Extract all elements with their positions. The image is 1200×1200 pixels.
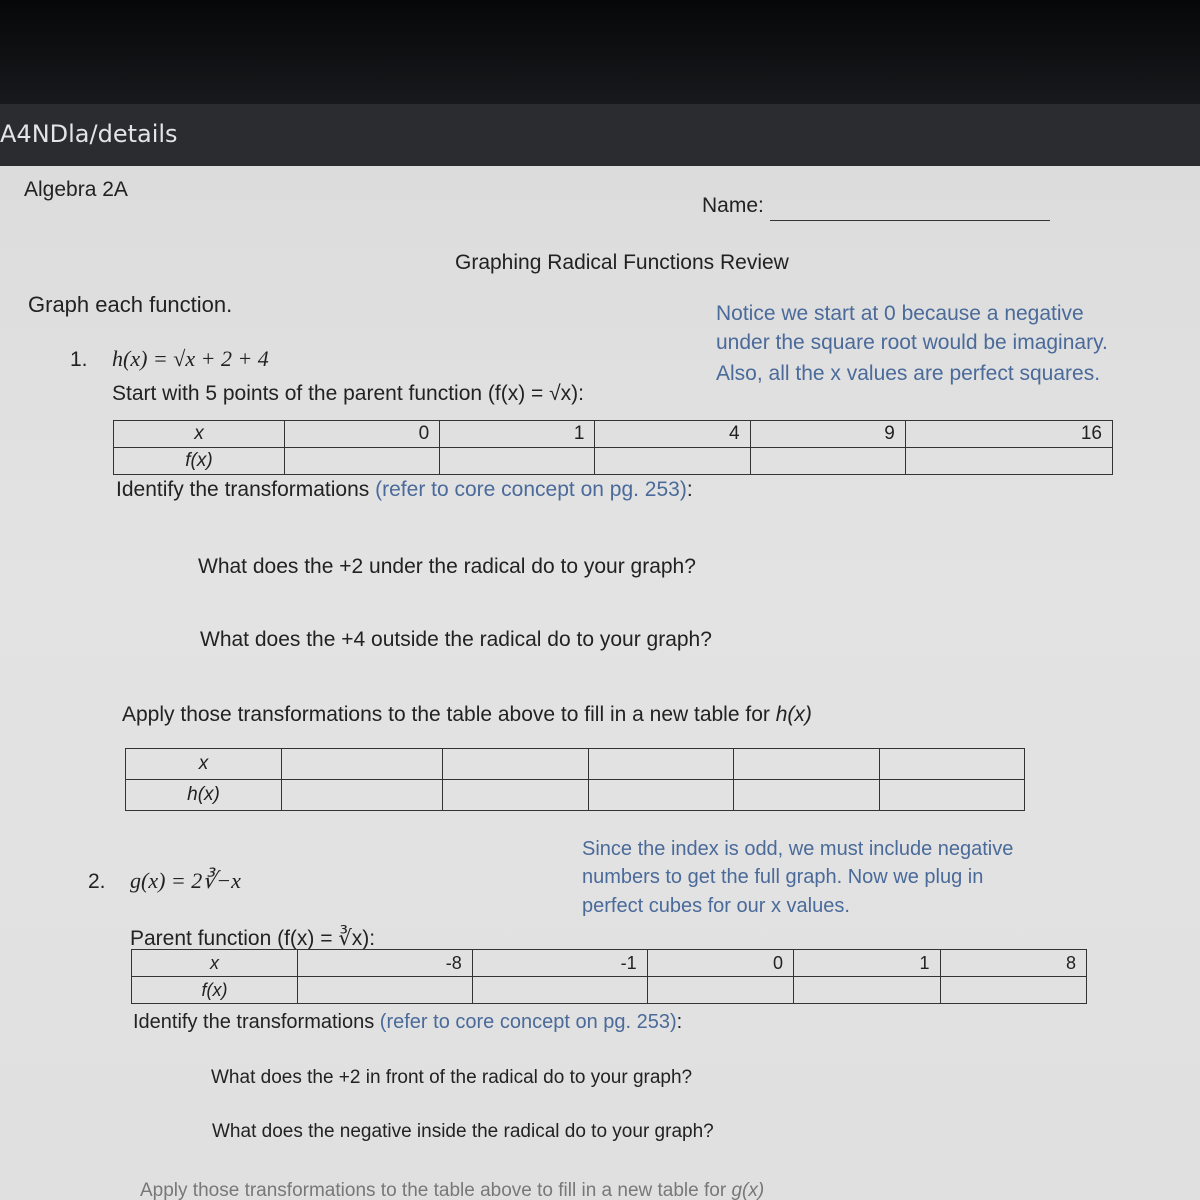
x-header: x	[132, 950, 298, 977]
answer-cell[interactable]	[794, 977, 940, 1004]
answer-cell[interactable]	[588, 780, 734, 811]
table-row	[132, 977, 1087, 1004]
answer-cell[interactable]	[647, 977, 793, 1004]
answer-cell[interactable]	[440, 448, 595, 475]
answer-cell[interactable]	[750, 448, 905, 475]
name-label: Name:	[702, 194, 764, 217]
identify-ref: (refer to core concept on pg. 253)	[375, 478, 687, 501]
answer-cell[interactable]	[595, 448, 750, 475]
worksheet-page	[0, 166, 1200, 1200]
parent-table-1	[113, 420, 1113, 475]
problem1-identify	[116, 478, 693, 502]
table-cell: -8	[298, 950, 473, 977]
course-label: Algebra 2A	[24, 178, 128, 201]
answer-cell[interactable]	[734, 780, 880, 811]
answer-cell[interactable]	[905, 448, 1112, 475]
apply-text: Apply those transformations to the table above to fill in a new table for	[140, 1180, 732, 1200]
answer-cell[interactable]	[443, 780, 589, 811]
address-bar-url[interactable]: A4NDla/details	[0, 120, 178, 148]
answer-cell[interactable]	[588, 749, 734, 780]
note1-line1: Notice we start at 0 because a negative	[716, 302, 1084, 325]
problem2-question2: What does the negative inside the radical do to your graph?	[212, 1121, 714, 1142]
answer-cell[interactable]	[879, 780, 1025, 811]
answer-cell[interactable]	[443, 749, 589, 780]
problem2-identify	[133, 1011, 682, 1034]
answer-cell[interactable]	[282, 749, 443, 780]
table-cell: 9	[750, 421, 905, 448]
table-row	[126, 780, 1025, 811]
problem1-function: h(x) = √x + 2 + 4	[112, 346, 269, 371]
identify-ref: (refer to core concept on pg. 253)	[379, 1011, 677, 1033]
apply-text: Apply those transformations to the table above to fill in a new table for	[122, 703, 776, 726]
address-bar[interactable]	[0, 104, 1200, 166]
fx-header: f(x)	[114, 448, 285, 475]
table-cell: 0	[285, 421, 440, 448]
problem2-number: 2.	[88, 870, 106, 893]
table-row	[114, 448, 1113, 475]
problem2-function: g(x) = 2∛−x	[130, 868, 241, 893]
note2-line2: numbers to get the full graph. Now we plug in	[582, 866, 984, 888]
parent-table-2	[131, 949, 1087, 1004]
table-row	[132, 950, 1087, 977]
answer-cell[interactable]	[734, 749, 880, 780]
table-cell: 1	[794, 950, 940, 977]
problem1-question1: What does the +2 under the radical do to your graph?	[198, 555, 696, 578]
answer-cell[interactable]	[940, 977, 1087, 1004]
note2-line3: perfect cubes for our x values.	[582, 895, 850, 917]
hx-header: h(x)	[126, 780, 282, 811]
table-cell: -1	[472, 950, 647, 977]
table-row	[114, 421, 1113, 448]
table-cell: 16	[905, 421, 1112, 448]
problem1-question2: What does the +4 outside the radical do to your graph?	[200, 628, 712, 651]
note1-line2: under the square root would be imaginary.	[716, 331, 1108, 354]
identify-colon: :	[676, 1011, 683, 1033]
identify-text: Identify the transformations	[133, 1011, 380, 1033]
table-cell: 0	[647, 950, 793, 977]
answer-cell[interactable]	[298, 977, 473, 1004]
answer-cell[interactable]	[879, 749, 1025, 780]
answer-cell[interactable]	[282, 780, 443, 811]
answer-cell[interactable]	[285, 448, 440, 475]
note1-line3: Also, all the x values are perfect squares.	[716, 362, 1101, 385]
problem2-apply	[140, 1180, 764, 1200]
table-row	[126, 749, 1025, 780]
x-header: x	[114, 421, 285, 448]
problem1-number: 1.	[70, 348, 88, 371]
note2-line1: Since the index is odd, we must include negative	[582, 838, 1014, 860]
answer-cell[interactable]	[472, 977, 647, 1004]
fx-header: f(x)	[132, 977, 298, 1004]
screen-bezel	[0, 0, 1200, 104]
identify-colon: :	[686, 478, 693, 501]
name-line[interactable]	[770, 220, 1050, 221]
instructions: Graph each function.	[28, 292, 233, 317]
problem2-question1: What does the +2 in front of the radical do to your graph?	[211, 1067, 693, 1088]
identify-text: Identify the transformations	[116, 478, 376, 501]
apply-function: h(x)	[775, 703, 812, 726]
new-table-1	[125, 748, 1025, 811]
apply-function: g(x)	[731, 1180, 765, 1200]
table-cell: 8	[940, 950, 1087, 977]
problem1-parent-prompt: Start with 5 points of the parent function (f(x) = √x):	[112, 382, 584, 405]
worksheet-title: Graphing Radical Functions Review	[455, 251, 789, 274]
problem1-apply	[122, 703, 812, 727]
x-header: x	[126, 749, 282, 780]
problem2-parent-prompt: Parent function (f(x) = ∛x):	[130, 927, 376, 950]
table-cell: 4	[595, 421, 750, 448]
table-cell: 1	[440, 421, 595, 448]
